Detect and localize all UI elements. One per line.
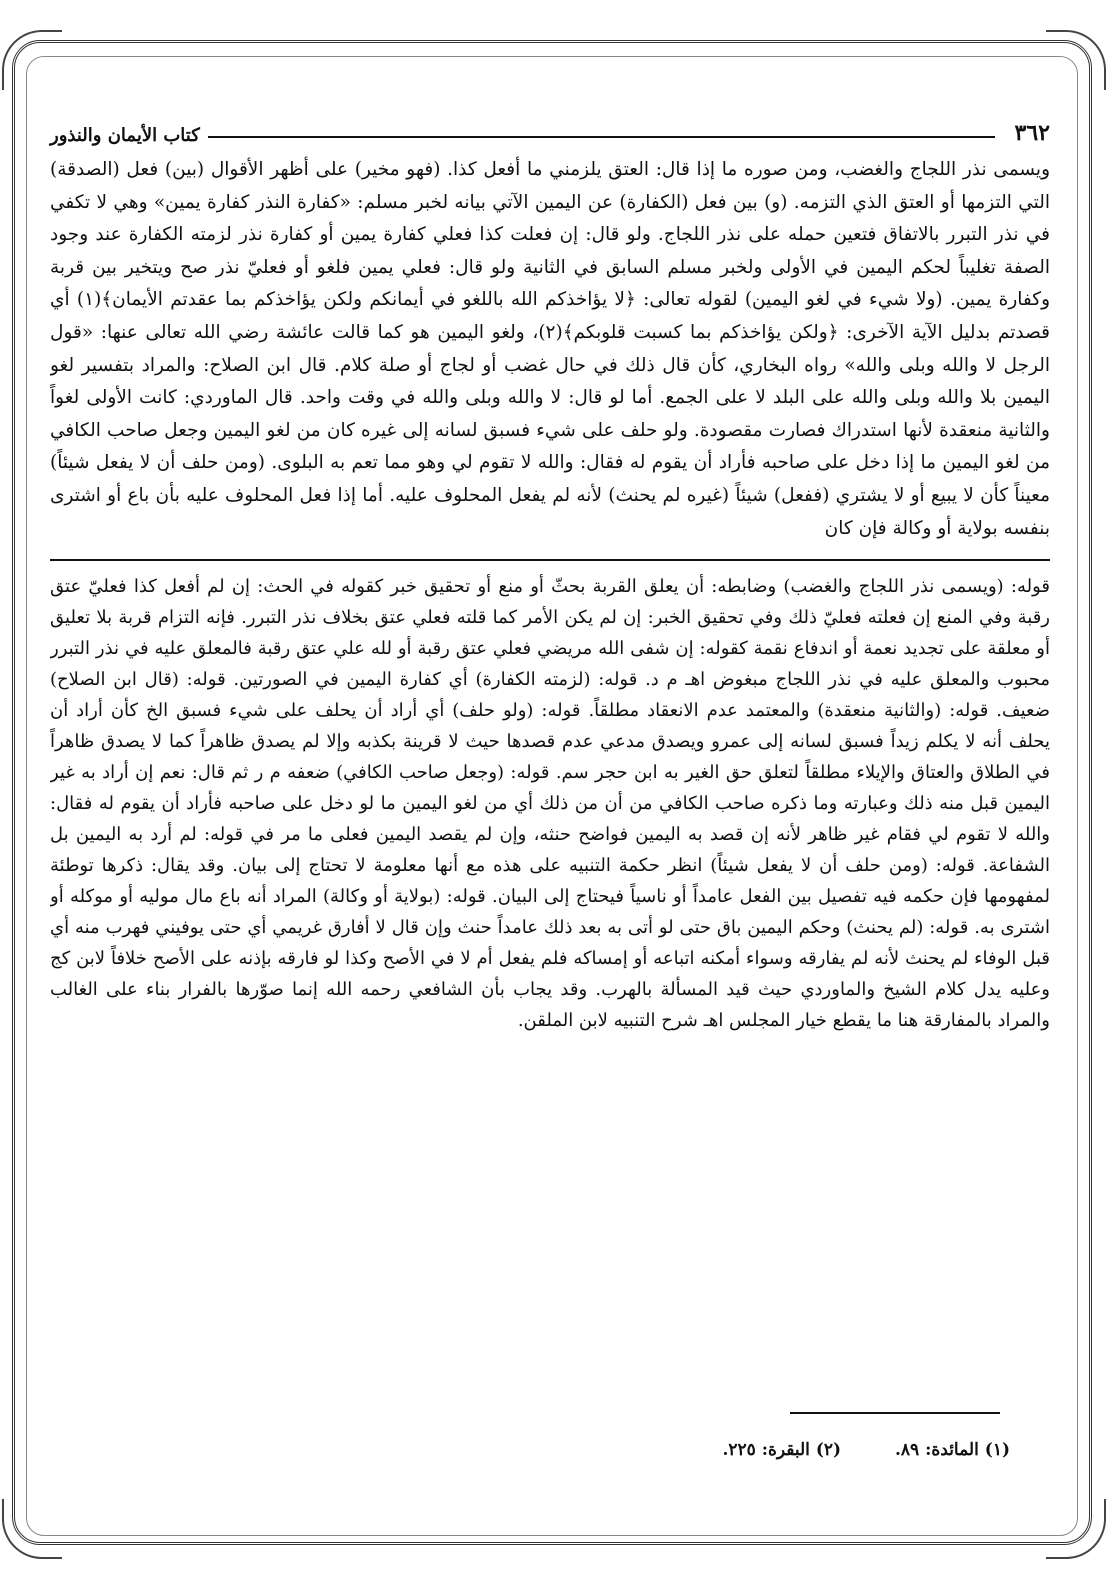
ornament-corner-top-right [1046,30,1106,90]
commentary-divider [50,559,1050,561]
running-header [50,110,1050,146]
main-text: ويسمى نذر اللجاج والغضب، ومن صوره ما إذا قال: العتق يلزمني ما أفعل كذا. (فهو مخير) على أظهر الأقوال (بين) فعل (الصدقة) التي التزمها أو العتق الذي التزمه. (و) بين فعل (الكفارة) عن اليمين الآتي بيانه لخبر مسلم: «كفارة النذر كفارة يمين» وهي لا تكفي في نذر التبرر بالاتفاق فتعين حمله على نذر اللجاج. ولو قال: إن فعلت كذا فعلي كفارة يمين أو كفارة نذر لزمته الكفارة عند وجود الصفة تغليباً لحكم اليمين في الأولى ولخبر مسلم السابق في الثانية ولو قال: فعلي يمين فلغو أو فعليّ نذر صح ويتخير بين قربة وكفارة يمين. (ولا شيء في لغو اليمين) لقوله تعالى: ﴿لا يؤاخذكم الله باللغو في أيمانكم ولكن يؤاخذكم بما عقدتم الأيمان﴾(١) أي قصدتم بدليل الآية الآخرى: ﴿ولكن يؤاخذكم بما كسبت قلوبكم﴾(٢)، ولغو اليمين هو كما قالت عائشة رضي الله تعالى عنها: «قول الرجل لا والله وبلى والله» رواه البخاري، كأن قال ذلك في حال غضب أو لجاج أو صلة كلام. قال ابن الصلاح: والمراد بتفسير لغو اليمين بلا والله وبلى والله على البلد لا على الجمع. أما لو قال: لا والله وبلى والله في وقت واحد. قال الماوردي: كانت الأولى لغواً والثانية منعقدة لأنها استدراك فصارت مقصودة. ولو حلف على شيء فسبق لسانه إلى غيره كان من لغو اليمين وجعل صاحب الكافي من لغو اليمين ما إذا دخل على صاحبه فأراد أن يقوم له فقال: والله لا تقوم لي وهو مما تعم به البلوى. (ومن حلف أن لا يفعل شيئاً) معيناً كأن لا يبيع أو لا يشتري (ففعل) شيئاً (غيره لم يحنث) لأنه لم يفعل المحلوف عليه. أما إذا فعل المحلوف عليه بأن باع أو اشترى بنفسه بولاية أو وكالة فإن كان [50,159,1050,539]
footnote-2: (٢) البقرة: ٢٢٥. [722,1440,842,1460]
footnotes [50,1440,1010,1460]
book-title: كتاب الأيمان والنذور [50,125,200,146]
page-content [50,110,1050,1036]
commentary-text: قوله: (ويسمى نذر اللجاج والغضب) وضابطه: أن يعلق القربة بحثّ أو منع أو تحقيق خبر كقوله في الحث: إن لم أفعل كذا فعليّ عتق رقبة وفي المنع إن فعلته فعليّ ذلك وفي تحقيق الخبر: إن لم يكن الأمر كما قلته فعلي عتق بخلاف نذر التبرر. فإنه التزام قربة بلا تعليق أو معلقة على تجديد نعمة أو اندفاع نقمة كقوله: إن شفى الله مريضي فعلي عتق رقبة أو لله علي عتق رقبة فالمعلق عليه في نذر التبرر محبوب والمعلق عليه في نذر اللجاج مبغوض اهـ م د. قوله: (لزمته الكفارة) أي كفارة اليمين في الصورتين. قوله: (قال ابن الصلاح) ضعيف. قوله: (والثانية منعقدة) والمعتمد عدم الانعقاد مطلقاً. قوله: (ولو حلف) أي أراد أن يحلف على شيء فسبق الخ كأن أراد أن يحلف أنه لا يكلم زيداً فسبق لسانه إلى عمرو ويصدق مدعي عدم قصدها حيث لا قرينة بكذبه وإلا لم يصدق ظاهراً كما لا يصدق ظاهراً في الطلاق والعتاق والإيلاء مطلقاً لتعلق حق الغير به ابن حجر سم. قوله: (وجعل صاحب الكافي) ضعفه م ر ثم قال: نعم إن أراد به غير اليمين قبل منه ذلك وعبارته وما ذكره صاحب الكافي من أن من ذلك أي من لغو اليمين ما لو دخل على صاحبه فأراد أن يقوم له فقال: والله لا تقوم لي فقام غير ظاهر لأنه إن قصد به اليمين فواضح حنثه، وإن لم يقصد اليمين فعلى ما مر في قوله: لم أرد به اليمين بل الشفاعة. قوله: (ومن حلف أن لا يفعل شيئاً) انظر حكمة التنبيه على هذه مع أنها معلومة لا تحتاج إلى بيان. وقد يقال: ذكرها توطئة لمفهومها فإن حكمه فيه تفصيل بين الفعل عامداً أو ناسياً فيحتاج إلى البيان. قوله: (بولاية أو وكالة) المراد أنه باع مال موليه أو موكله أو اشترى به. قوله: (لم يحنث) وحكم اليمين باق حتى لو أتى به بعد ذلك عامداً حنث وإن قال لا أفارق غريمي أي حتى يوفيني فهرب منه أي قبل الوفاء لم يحنث لأنه لم يفارقه وسواء أمكنه اتباعه أو إمساكه فلم يفعل أم لا في الأصح وكذا لو فارقه بإذنه على الأصح خلافاً لابن كج وعليه يدل كلام الشيخ والماوردي حيث قيد المسألة بالهرب. وقد يجاب بأن الشافعي رحمه الله إنما صوّرها بالفرار بناء على الغالب والمراد بالمفارقة هنا ما يقطع خيار المجلس اهـ شرح التنبيه لابن الملقن. [50,576,1050,1032]
footnote-1: (١) المائدة: ٨٩. [894,1440,1010,1460]
header-rule [208,136,995,138]
page-number: ٣٦٢ [1014,120,1050,146]
ornament-corner-top-left [2,30,62,90]
footnote-rule [790,1412,1000,1414]
ornament-corner-bottom-left [2,1499,62,1559]
ornament-corner-bottom-right [1046,1499,1106,1559]
